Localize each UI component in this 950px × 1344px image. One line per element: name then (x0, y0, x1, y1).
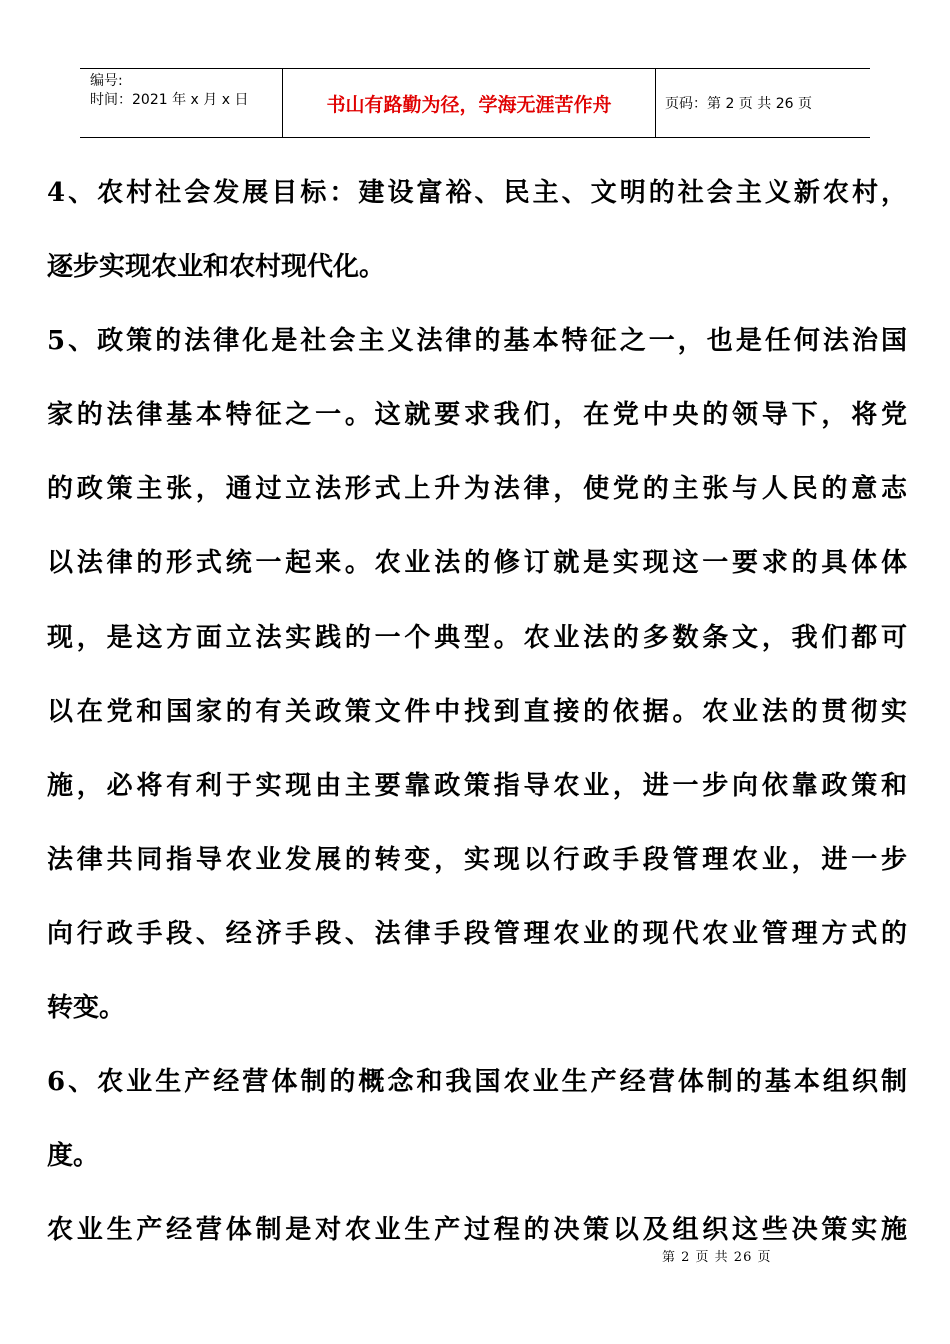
text-line: 向行政手段、经济手段、法律手段管理农业的现代农业管理方式的 (47, 918, 907, 949)
document-body (47, 156, 907, 1267)
page-header (80, 68, 870, 138)
text-line: 现，是这方面立法实践的一个典型。农业法的多数条文，我们都可 (47, 622, 907, 653)
text-line: 法律共同指导农业发展的转变，实现以行政手段管理农业，进一步 (47, 844, 907, 875)
text-line: 施，必将有利于实现由主要靠政策指导农业，进一步向依靠政策和 (47, 770, 907, 801)
text-line: 5、政策的法律化是社会主义法律的基本特征之一，也是任何法治国 (47, 326, 907, 357)
text-line: 度。 (47, 1141, 100, 1172)
serial-number-label: 编号: (90, 73, 123, 89)
text-line: 4、农村社会发展目标：建设富裕、民主、文明的社会主义新农村， (47, 178, 907, 208)
text-line: 6、农业生产经营体制的概念和我国农业生产经营体制的基本组织制 (47, 1067, 907, 1098)
header-meta (80, 69, 282, 137)
text-line: 以在党和国家的有关政策文件中找到直接的依据。农业法的贯彻实 (47, 696, 907, 727)
header-motto: 书山有路勤为径，学海无涯苦作舟 (282, 69, 656, 137)
text-line: 家的法律基本特征之一。这就要求我们，在党中央的领导下，将党 (47, 400, 907, 431)
page-footer: 第 2 页 共 26 页 (662, 1250, 772, 1265)
text-line: 农业生产经营体制是对农业生产过程的决策以及组织这些决策实施 (47, 1215, 907, 1246)
text-line: 转变。 (47, 993, 126, 1024)
text-line: 以法律的形式统一起来。农业法的修订就是实现这一要求的具体体 (47, 548, 907, 579)
date-label: 时间：2021 年 x 月 x 日 (90, 92, 249, 108)
text-line: 逐步实现农业和农村现代化。 (47, 252, 386, 283)
header-page-info: 页码：第 2 页 共 26 页 (665, 96, 812, 112)
text-line: 的政策主张，通过立法形式上升为法律，使党的主张与人民的意志 (47, 474, 907, 505)
